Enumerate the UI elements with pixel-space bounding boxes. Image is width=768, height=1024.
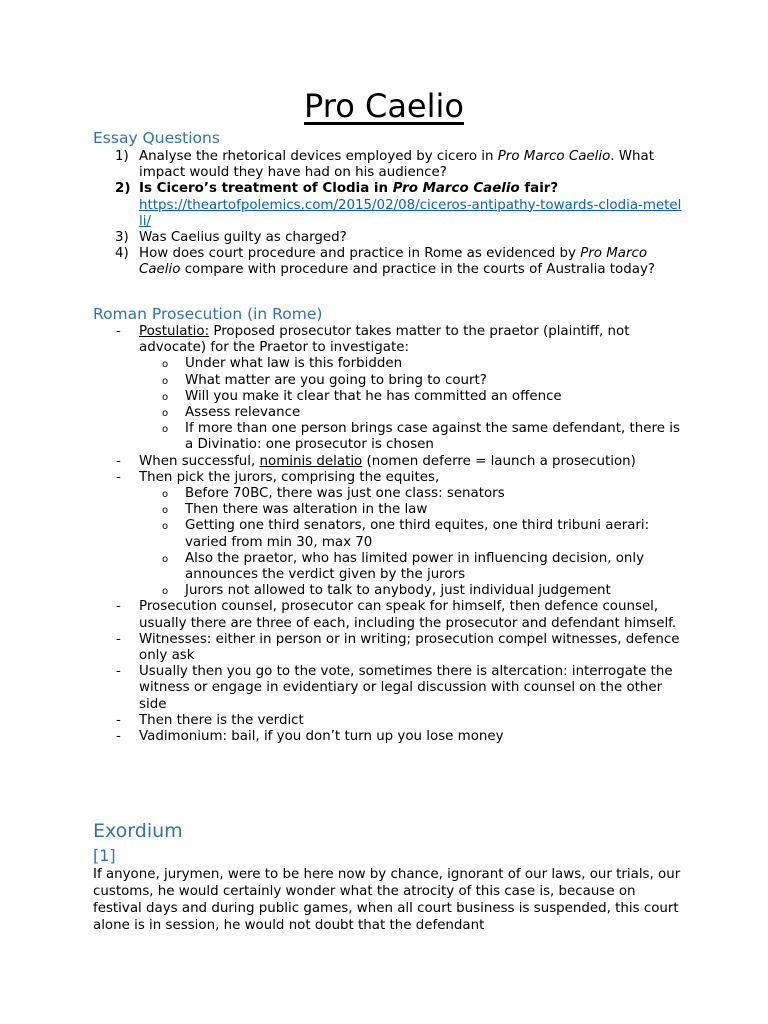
sub-item: o Jurors not allowed to talk to anybody, just individual judgement — [162, 583, 611, 599]
delatio-item: - When successful, nominis delatio (nomen deferre = launch a prosecution) — [116, 453, 636, 469]
prosecution-list — [93, 324, 683, 745]
list-item: - Usually then you go to the vote, sometimes there is altercation: interrogate the witness or engage in evidentiary or legal discussion with counsel on the other side — [116, 664, 673, 712]
sub-item: o Assess relevance — [162, 405, 301, 421]
question-2: 2) Is Cicero’s treatment of Clodia in Pro Marco Caelio fair? — [115, 181, 559, 197]
sub-item: o Under what law is this forbidden — [162, 356, 403, 372]
sub-item: o Before 70BC, there was just one class: senators — [162, 486, 505, 502]
postulatio-item: - Postulatio: Proposed prosecutor takes matter to the praetor (plaintiff, not advocate) for the Praetor to investigate: — [116, 324, 630, 356]
question-number: 1) — [115, 149, 129, 164]
section-number: [1] — [93, 846, 116, 865]
sub-item: o If more than one person brings case against the same defendant, there is a Divinatio: one prosecutor is chosen — [162, 421, 680, 453]
question-1: 1) Analyse the rhetorical devices employed by cicero in Pro Marco Caelio. What impact would they have had on his audience? — [115, 149, 654, 181]
sub-item: o What matter are you going to bring to court? — [162, 372, 487, 388]
list-item: - Prosecution counsel, prosecutor can speak for himself, then defence counsel, usually there are three of each, including the prosecutor and defendant himself. — [116, 599, 677, 631]
roman-prosecution-heading: Roman Prosecution (in Rome) — [93, 305, 323, 323]
list-item: - Vadimonium: bail, if you don’t turn up you lose money — [116, 729, 504, 745]
sub-item: o Then there was alteration in the law — [162, 502, 428, 518]
page-title: Pro Caelio — [304, 87, 464, 125]
essay-questions-list — [93, 149, 683, 279]
question-3: 3) Was Caelius guilty as charged? — [115, 230, 347, 246]
list-item: - Then there is the verdict — [116, 712, 304, 728]
question-4: 4) How does court procedure and practice in Rome as evidenced by Pro Marco Caelio compare with procedure and practice in the courts of Australia today? — [115, 246, 655, 278]
exordium-paragraph: If anyone, jurymen, were to be here now by chance, ignorant of our laws, our trials, our customs, he would certainly wonder what the atrocity of this case is, because on festival days and during public games, when all court business is suspended, this court alone is in session, he would not doubt that the defendant — [93, 867, 681, 933]
question-number: 4) — [115, 246, 129, 262]
exordium-heading: Exordium — [93, 820, 183, 842]
sub-item: o Will you make it clear that he has committed an offence — [162, 388, 562, 404]
sub-item: o Also the praetor, who has limited power in influencing decision, only announces the verdict given by the jurors — [162, 550, 645, 583]
essay-questions-heading: Essay Questions — [93, 129, 220, 147]
question-number: 2) — [115, 181, 131, 197]
list-item: - Witnesses: either in person or in writing; prosecution compel witnesses, defence only ask — [116, 631, 680, 664]
jurors-item: - Then pick the jurors, comprising the equites, — [116, 469, 440, 485]
sub-item: o Getting one third senators, one third equites, one third tribuni aerari: varied from min 30, max 70 — [162, 518, 650, 550]
question-number: 3) — [115, 230, 129, 246]
postulatio-term: Postulatio: — [139, 324, 210, 339]
question-2-link-row — [93, 198, 683, 230]
polemics-link[interactable]: https://theartofpolemics.com/2015/02/08/ciceros-antipathy-towards-clodia-metelli/ — [139, 197, 682, 229]
